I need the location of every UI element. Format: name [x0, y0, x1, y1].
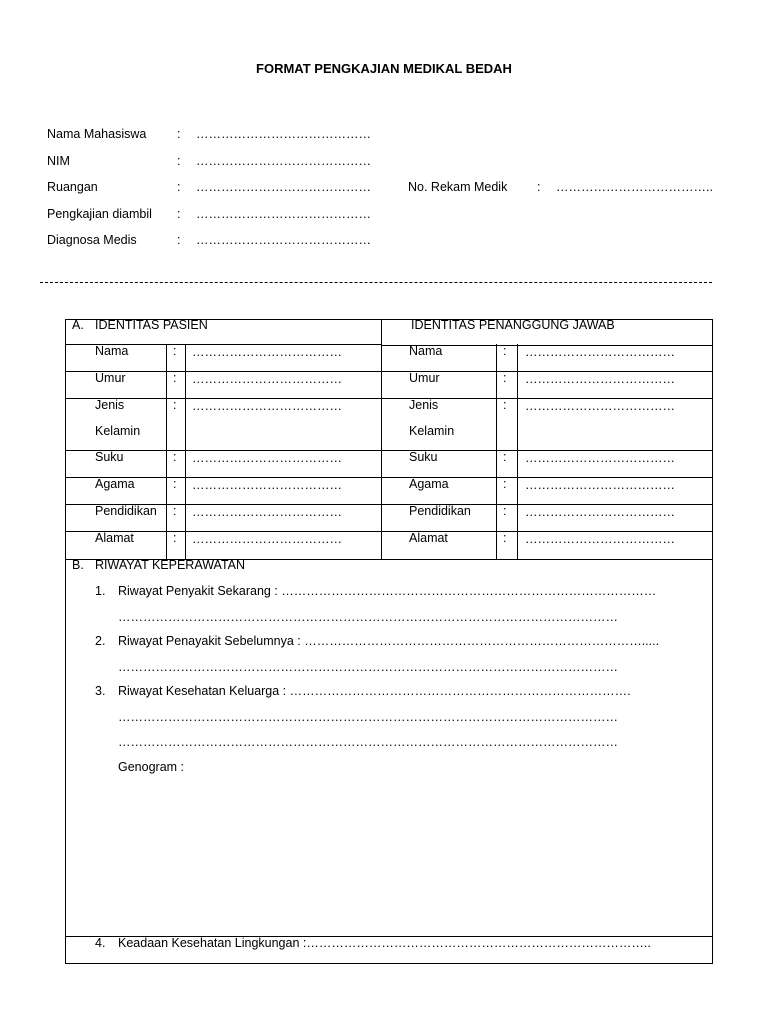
field-ruangan[interactable]: …………………………………… [196, 180, 371, 194]
col-line [496, 344, 497, 560]
colon: : [173, 398, 177, 412]
colon: : [173, 450, 177, 464]
guardian-field-alamat[interactable]: ……………………………… [525, 532, 675, 546]
colon: : [173, 504, 177, 518]
guardian-field-agama[interactable]: ……………………………… [525, 478, 675, 492]
field-diagnosa-medis[interactable]: …………………………………… [196, 233, 371, 247]
patient-label-pendidikan: Pendidikan [95, 504, 157, 518]
dotted-line[interactable]: ………………………………………………………………………………………………………… [118, 610, 618, 624]
item-number: 1. [95, 584, 106, 598]
guardian-label-nama: Nama [409, 344, 443, 358]
guardian-label-alamat: Alamat [409, 531, 448, 545]
colon: : [173, 344, 177, 358]
patient-label-agama: Agama [95, 477, 135, 491]
riwayat-penyakit-sekarang[interactable]: Riwayat Penyakit Sekarang : ……………………………………………………………………………… [118, 584, 657, 598]
item-number: 2. [95, 634, 106, 648]
patient-label-suku: Suku [95, 450, 124, 464]
patient-field-agama[interactable]: ……………………………… [192, 478, 342, 492]
colon: : [503, 371, 507, 385]
label-no-rekam-medik: No. Rekam Medik [408, 180, 508, 194]
section-b-title: RIWAYAT KEPERAWATAN [95, 558, 246, 572]
col-line [381, 344, 382, 560]
col-line [166, 344, 167, 560]
patient-label-umur: Umur [95, 371, 126, 385]
patient-label-nama: Nama [95, 344, 129, 358]
section-b-letter: B. [72, 558, 84, 572]
label-nim: NIM [47, 154, 70, 168]
label-ruangan: Ruangan [47, 180, 98, 194]
colon: : [177, 233, 181, 247]
genogram-label: Genogram : [118, 760, 185, 774]
patient-field-umur[interactable]: ……………………………… [192, 372, 342, 386]
section-a-title: IDENTITAS PASIEN [95, 318, 208, 332]
page-title: FORMAT PENGKAJIAN MEDIKAL BEDAH [256, 61, 512, 76]
col-line [185, 344, 186, 560]
field-pengkajian-diambil[interactable]: …………………………………… [196, 207, 371, 221]
patient-field-pendidikan[interactable]: ……………………………… [192, 505, 342, 519]
label-nama-mahasiswa: Nama Mahasiswa [47, 127, 147, 141]
colon: : [503, 450, 507, 464]
patient-label-kelamin: Kelamin [95, 424, 141, 438]
riwayat-penyakit-sebelumnya[interactable]: Riwayat Penayakit Sebelumnya : ………………………………………………………………………..... [118, 634, 660, 648]
dotted-line[interactable]: ………………………………………………………………………………………………………… [118, 710, 618, 724]
guardian-label-agama: Agama [409, 477, 449, 491]
colon: : [173, 531, 177, 545]
guardian-field-nama[interactable]: ……………………………… [525, 345, 675, 359]
dotted-line[interactable]: ………………………………………………………………………………………………………… [118, 735, 618, 749]
guardian-label-pendidikan: Pendidikan [409, 504, 471, 518]
patient-label-jenis: Jenis [95, 398, 125, 412]
patient-label-alamat: Alamat [95, 531, 134, 545]
section-a-letter: A. [72, 318, 84, 332]
dotted-line[interactable]: ………………………………………………………………………………………………………… [118, 660, 618, 674]
colon: : [503, 531, 507, 545]
col-line [517, 344, 518, 560]
colon: : [503, 398, 507, 412]
label-diagnosa-medis: Diagnosa Medis [47, 233, 137, 247]
guardian-field-suku[interactable]: ……………………………… [525, 451, 675, 465]
colon: : [177, 127, 181, 141]
guardian-field-pendidikan[interactable]: ……………………………… [525, 505, 675, 519]
colon: : [173, 477, 177, 491]
field-nama-mahasiswa[interactable]: …………………………………… [196, 127, 371, 141]
header-divider [381, 319, 382, 345]
field-nim[interactable]: …………………………………… [196, 154, 371, 168]
guardian-field-umur[interactable]: ……………………………… [525, 372, 675, 386]
colon: : [503, 504, 507, 518]
guardian-label-suku: Suku [409, 450, 438, 464]
colon: : [177, 207, 181, 221]
guardian-field-jenis-kelamin[interactable]: ……………………………… [525, 399, 675, 413]
patient-field-alamat[interactable]: ……………………………… [192, 532, 342, 546]
colon: : [177, 180, 181, 194]
guardian-label-umur: Umur [409, 371, 440, 385]
label-pengkajian-diambil: Pengkajian diambil [47, 207, 152, 221]
keadaan-kesehatan-lingkungan[interactable]: Keadaan Kesehatan Lingkungan :……………………………………………………………………….. [118, 936, 651, 950]
colon: : [503, 344, 507, 358]
item-number: 3. [95, 684, 106, 698]
riwayat-kesehatan-keluarga[interactable]: Riwayat Kesehatan Keluarga : ………………………………………………………………………. [118, 684, 631, 698]
section-a-title-right: IDENTITAS PENANGGUNG JAWAB [411, 318, 615, 332]
guardian-label-jenis: Jenis [409, 398, 439, 412]
colon: : [177, 154, 181, 168]
colon: : [503, 477, 507, 491]
guardian-label-kelamin: Kelamin [409, 424, 455, 438]
field-no-rekam-medik[interactable]: ……………………………….. [556, 180, 713, 194]
patient-field-suku[interactable]: ……………………………… [192, 451, 342, 465]
colon: : [173, 371, 177, 385]
dashed-separator [40, 282, 712, 283]
patient-field-nama[interactable]: ……………………………… [192, 345, 342, 359]
colon: : [537, 180, 541, 194]
patient-field-jenis-kelamin[interactable]: ……………………………… [192, 399, 342, 413]
item-number: 4. [95, 936, 106, 950]
